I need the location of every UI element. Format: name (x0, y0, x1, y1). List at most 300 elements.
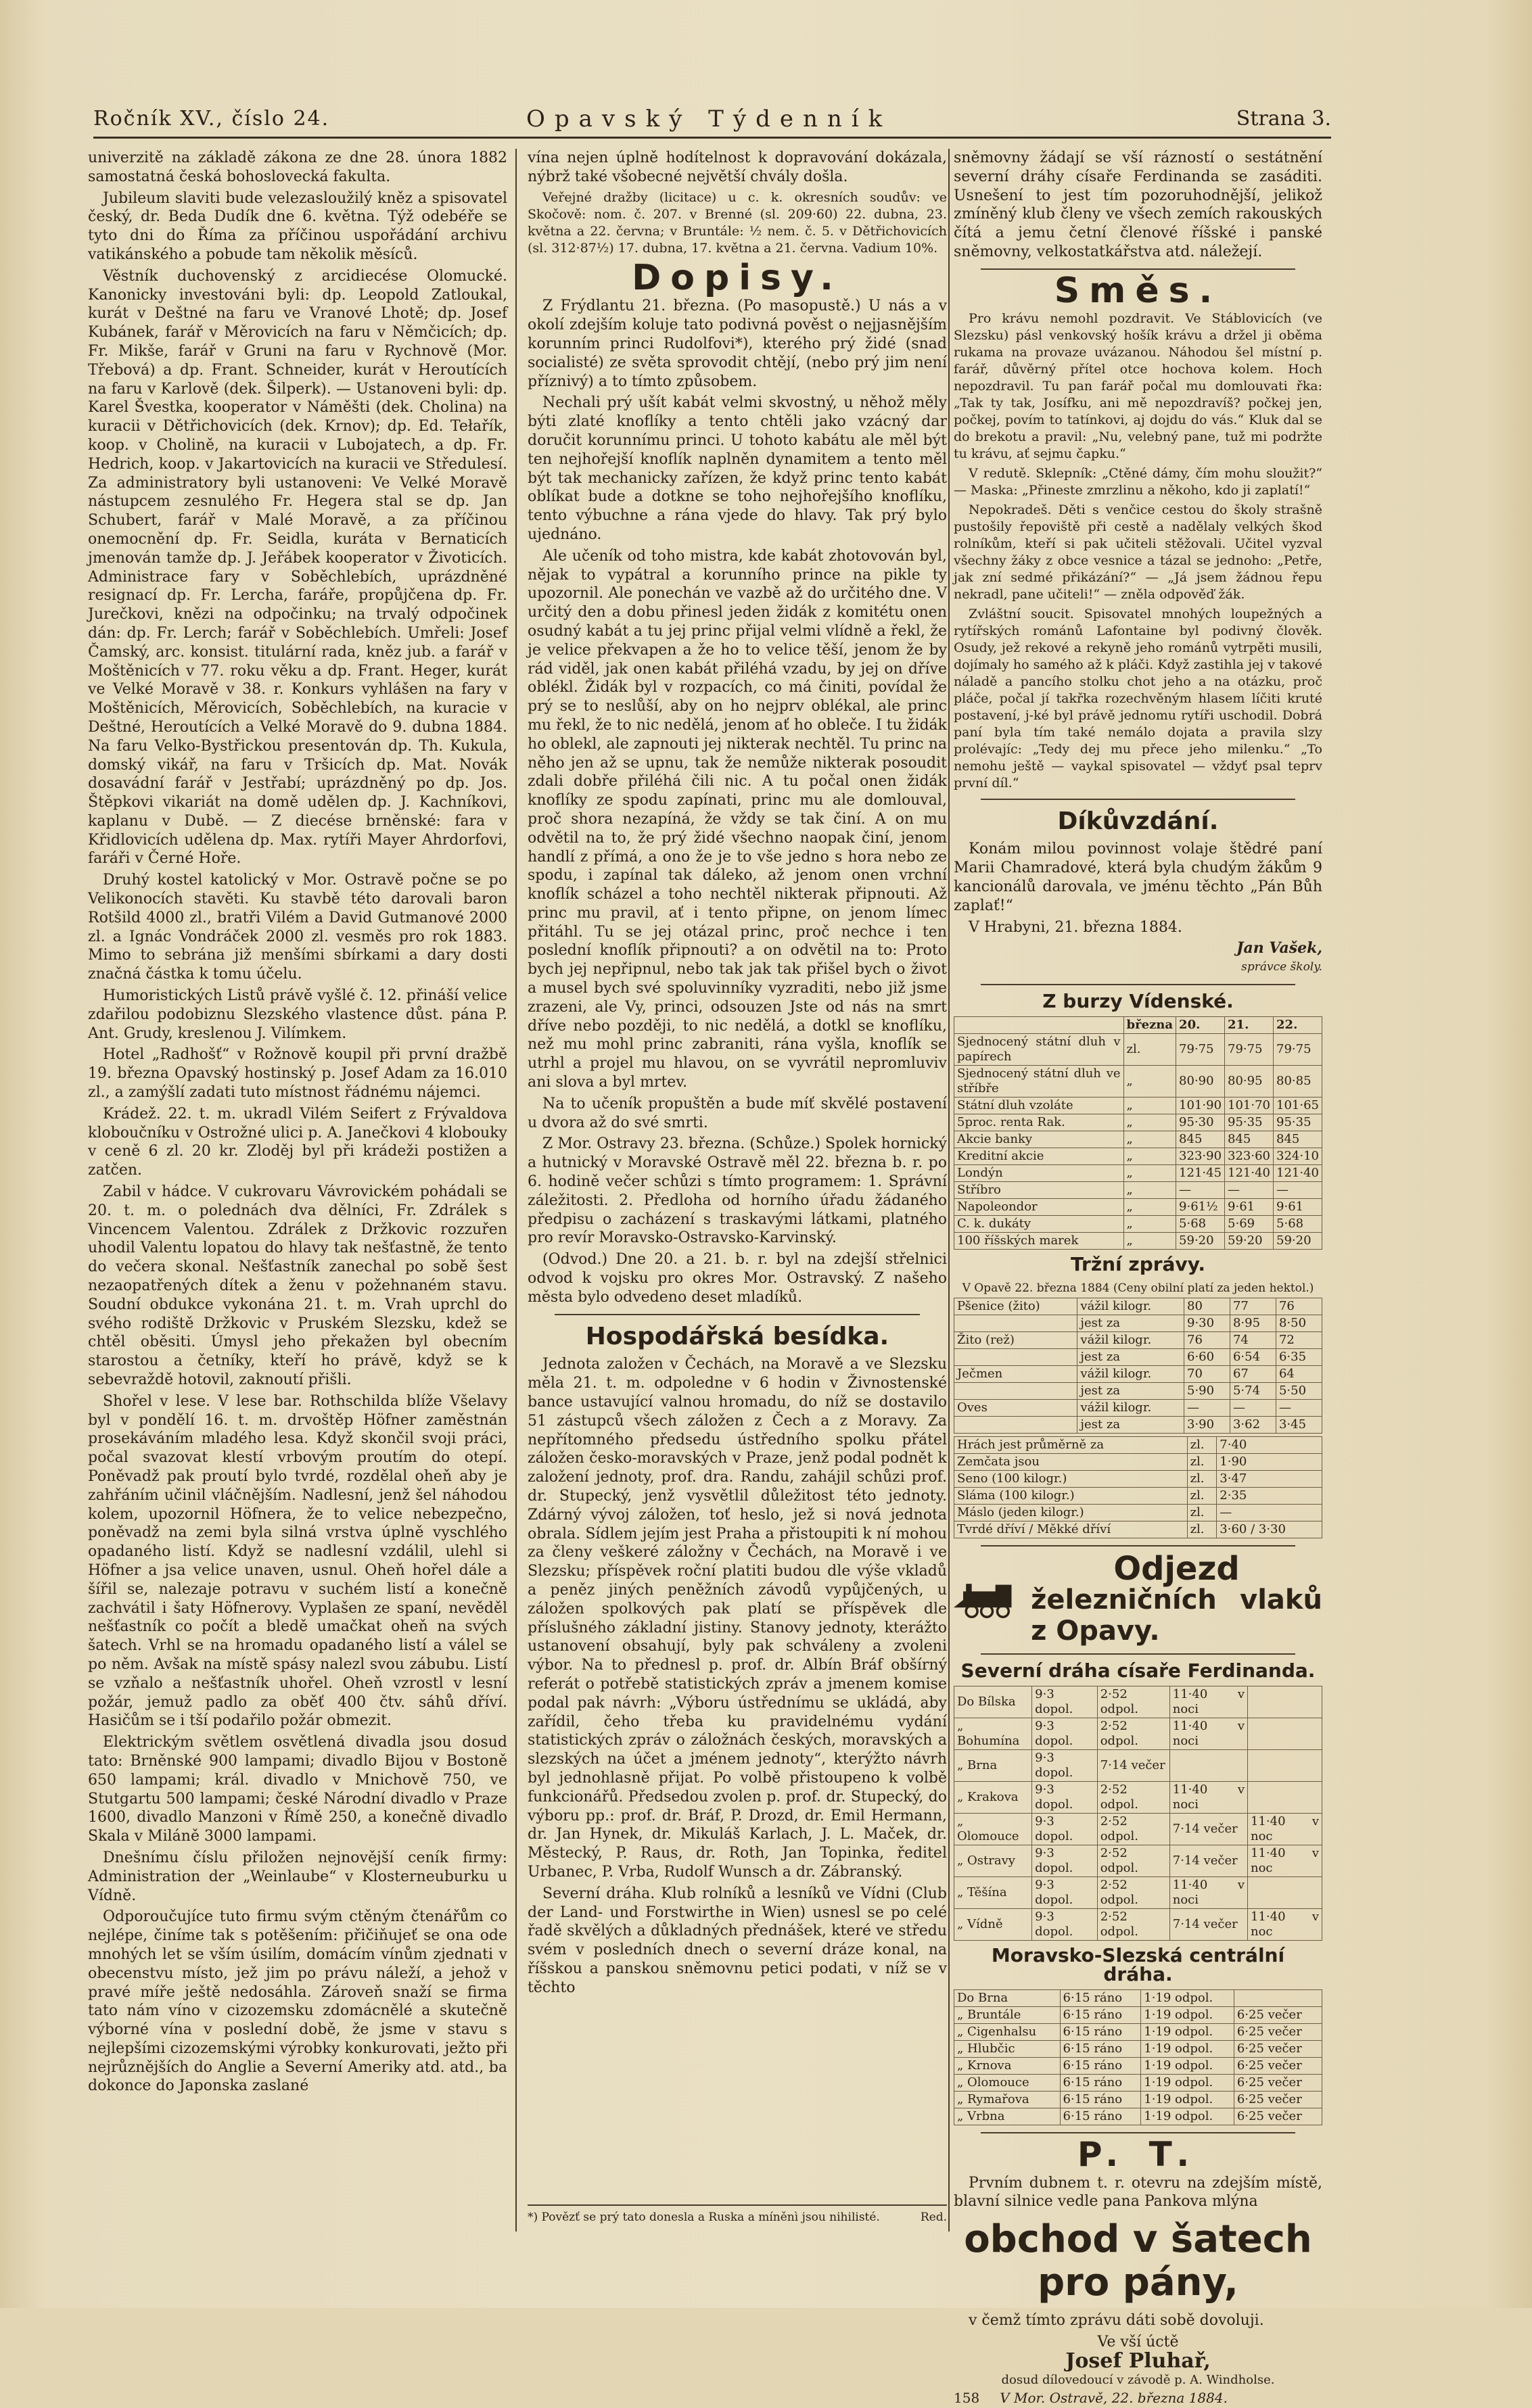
table-cell: 1·19 odpol. (1141, 2006, 1234, 2023)
table-cell: jest za (1077, 1417, 1184, 1434)
table-cell: 6·15 ráno (1060, 2074, 1141, 2091)
table-cell: Tvrdé dříví / Měkké dříví (954, 1521, 1188, 1538)
market-row (954, 1400, 1322, 1417)
thanks-place: V Hrabyni, 21. března 1884. (969, 918, 1182, 936)
table-cell: zl. (1187, 1437, 1217, 1454)
divider (555, 1314, 920, 1315)
table-cell: 6·60 (1184, 1349, 1230, 1366)
table-cell: Stříbro (954, 1181, 1124, 1198)
table-cell: zl. (1187, 1505, 1217, 1521)
section-title-burza: Z burzy Vídenské. (1042, 989, 1234, 1012)
table-cell: 95·35 (1274, 1114, 1322, 1131)
table-cell (1247, 1750, 1322, 1782)
table-cell: 11·40 v noci (1169, 1718, 1247, 1750)
article-firma: Odporoučujíce tuto firmu svým ctěným čtenářům co nejlépe, činíme tak s potěšením: přičiňujeť se ona ode mnohých let se vším úsilím, domácím vínům zjednati v obecenstvu místo, jež jim po právu náleží, a jehož v pravé míře ještě nedosáhla. Zároveň snaží se firma tato nám víno v cizozemsku zdomácnělé a skutečně výborné vína v poslední době, že jsme v stavu s nejlepšími cizozemskými výrobky konkurovati, ježto při nejrůznějších do Anglie a Severní Ameriky atd. atd., ba dokonce do Japonska zaslané (88, 1908, 507, 2095)
market-extra-row (954, 1471, 1322, 1488)
table-cell: 6·25 večer (1234, 2040, 1322, 2057)
table-cell: „ Krnova (954, 2057, 1061, 2074)
table-cell: 67 (1230, 1366, 1276, 1383)
moravsko-slezska-timetable (954, 1989, 1322, 2125)
ad-ucta: Ve vší úctě (1097, 2333, 1179, 2351)
table-cell: — (1176, 1181, 1225, 1198)
timetable-row (954, 2074, 1322, 2091)
market-extra-row (954, 1488, 1322, 1505)
timetable-row (954, 2006, 1322, 2023)
table-cell: zl. (1123, 1033, 1176, 1065)
table-cell: 8·95 (1230, 1315, 1276, 1332)
table-cell: 6·25 večer (1234, 2057, 1322, 2074)
article-drazby: Veřejné dražby (licitace) u c. k. okresních soudův: ve Skočově: nom. č. 207. v Brenné (sl. 209·60) 22. dubna, 23. května a 22. června; v Bruntále: ½ nem. č. 5. v Dětřichovicích (sl. 312·87½) 17. dubna, 17. května a 21. června. Vadium 10%. (528, 189, 947, 256)
table-cell: „ Vrbna (954, 2108, 1061, 2125)
article-humoristicke-listy: Humoristických Listů právě vyšlé č. 12. přináší velice zdařilou podobiznu Slezského vlastence důst. pána P. Ant. Grudy, kreslenou J. Vilímkem. (88, 987, 507, 1042)
table-cell: 77 (1230, 1298, 1276, 1315)
table-cell: Hrách jest průměrně za (954, 1437, 1188, 1454)
column-left (88, 149, 507, 2238)
table-cell: 9·3 dopol. (1032, 1718, 1098, 1750)
ad-number: 158 (954, 2390, 980, 2407)
table-cell: 1·19 odpol. (1141, 2040, 1234, 2057)
table-cell: 6·15 ráno (1060, 2057, 1141, 2074)
article-reduta: V redutě. Sklepník: „Ctěné dámy, čím mohu sloužit?“ — Maska: „Přineste zmrzlinu a někoho, kdo ji zaplatí!“ (954, 465, 1322, 498)
divider (981, 799, 1295, 800)
departures-subtitle: železničních vlaků z Opavy. (1031, 1584, 1322, 1647)
table-cell: 3·90 (1184, 1417, 1230, 1434)
market-table (954, 1298, 1322, 1434)
table-cell: zl. (1187, 1471, 1217, 1488)
table-cell: 3·45 (1276, 1417, 1322, 1434)
table-cell: 845 (1274, 1131, 1322, 1148)
table-cell: „ Cigenhalsu (954, 2023, 1061, 2040)
table-cell: 3·47 (1217, 1471, 1322, 1488)
table-cell: 9·3 dopol. (1032, 1686, 1098, 1718)
footnote-signature: Red. (920, 2211, 947, 2224)
table-cell: „ Bohumína (954, 1718, 1032, 1750)
article-text: univerzitě na základě zákona ze dne 28. února 1882 samostatná česká bohoslovecká fakulta. (88, 149, 507, 185)
table-cell (1234, 1989, 1322, 2006)
table-cell: 5·90 (1184, 1383, 1230, 1400)
ad-text: Prvním dubnem t. r. otevru na zdejším místě, blavní silnice vedle pana Pankova mlýna (954, 2174, 1322, 2211)
table-header-row (954, 1016, 1322, 1033)
table-cell: 1·19 odpol. (1141, 2108, 1234, 2125)
table-cell: 101·65 (1274, 1097, 1322, 1114)
section-title-trzni: Tržní zprávy. (1070, 1252, 1206, 1275)
market-row (954, 1332, 1322, 1349)
table-cell: 121·40 (1274, 1164, 1322, 1181)
table-cell: 9·30 (1184, 1315, 1230, 1332)
table-cell: 2·52 odpol. (1097, 1814, 1169, 1845)
table-cell: 1·19 odpol. (1141, 2091, 1234, 2108)
table-cell: jest za (1077, 1349, 1184, 1366)
timetable-row (954, 2023, 1322, 2040)
table-cell: „ (1123, 1198, 1176, 1215)
table-cell: — (1225, 1181, 1274, 1198)
burza-row (954, 1131, 1322, 1148)
table-cell: vážil kilogr. (1077, 1332, 1184, 1349)
section-title-hospodarska: Hospodářská besídka. (585, 1322, 889, 1350)
table-cell: 79·75 (1176, 1033, 1225, 1065)
article-text: vína nejen úplně hodítelnost k dopravování dokázala, nýbrž také všobecné největší chvály došla. (528, 149, 947, 185)
table-cell: 59·20 (1274, 1232, 1322, 1249)
timetable-row (954, 1782, 1322, 1814)
table-cell: zl. (1187, 1454, 1217, 1471)
market-row (954, 1315, 1322, 1332)
article-shorel: Shořel v lese. V lese bar. Rothschilda blíže Všelavy byl v pondělí 16. t. m. drvoštěp Höfner zaměstnán prosekáváním mladého lesa. Když skončil svoji práci, počal svazovat klestí vrbovým proutím do otepí. Poněvadž pak proutí bylo tvrdé, rozdělal oheň aby je zahřáním učinil vláčnějším. Nadlesní, jenž šel náhodou kolem, upozornil Höfnera, že to velice nebezpečno, poněvadž na zemi byla silná vrstva úplně vyschlého opadaného listí. Když se nadlesní vzdálil, ulehl si Höfner a jsa velice unaven, usnul. Oheň hořel dále a šířil se, nalezaje potravu v suchém listí a konečně zachvátil i šaty Höfnerovy. Vyplašen ze spaní, nevěděl nešťastník co počít a bledě umačkat oheň na svých šatech. Vrhl se na hromadu opadaného listí a válel se po něm. Avšak na místě spásy nalezl svou zábubu. Listí se vzňalo a nešťastník uhořel. Oheň vzrostl v lesní požár, jemuž padlo za oběť 400 čtv. sáhů dříví. Hasičům se i tší podařilo požár obmezit. (88, 1392, 507, 1730)
footnote (528, 2204, 947, 2225)
table-cell: 3·62 (1230, 1417, 1276, 1434)
table-cell: 11·40 v noc (1247, 1845, 1322, 1877)
table-cell (1169, 1750, 1247, 1782)
article-jubileum: Jubileum slaviti bude velezasloužilý kněz a spisovatel český, dr. Beda Dudík dne 6. května. Týž odebéře se tyto dni do Říma za příčinou uspořádání archivu vatikánského a pobude tam několik měsíců. (88, 189, 507, 263)
article-vestnik: Věstník duchovenský z arcidiecése Olomucké. Kanonicky investováni byli: dp. Leopold Zatloukal, kurát v Deštné na faru ve Vranové Lhotě; dp. Josef Kubánek, farář v Měrovicích na faru v Němčicích; dp. Fr. Mikše, farář v Gruni na faru v Rychnově (Mor. Třebová) a dp. Frant. Schneider, kurát v Heroutících na faru v Karlově (dek. Šilperk). — Ustanoveni byli: dp. Karel Švestka, kooperator v Náměšti (dek. Cholina) na kuracii v Dětřichovicích (dek. Krnov); dp. Ed. Tełařík, koop. v Cholině, na kuracii v Lubojatech, a dp. Fr. Hedrich, koop. v Jakartovicích na kuracii ve Středulesí. Za administratory byli ustanoveni: Ve Velké Moravě nástupcem zesnulého Fr. Hegera stal se dp. Jan Schubert, farář v Malé Moravě, a za příčinou onemocnění dp. Fr. Seidla, kuráta v Bernaticích jmenován tamže dp. J. Jeřábek kooperator v Životicích. Administrace fary v Soběchlebích, uprázdněné resignací dp. Fr. Lercha, faráře, propůjčena dp. Fr. Jurečkovi, knězi na odpočinku; na trvalý odpočinek dán: dp. Fr. Lerch; farář v Soběchlebích. Umřeli: Josef Čamský, arc. konsist. titulární rada, kněz jub. a farář v Moštěnicích v 77. roku věku a dp. Frant. Heger, kurát ve Velké Moravě v 38. r. Konkurs vyhlášen na fary v Moštěnicích, Měrovicích, Soběchlebích, na kuracie v Deštné, Heroutících a Velké Moravě do 9. dubna 1884. Na faru Velko-Bystřickou presentován dp. Th. Kukula, domský vikář, na faru v Tršicích dp. Mat. Novák dosavádní farář v Jestřabí; uprázdněný po dp. Jos. Štěpkovi vikariát na domě udělen dp. J. Kachníkovi, kaplanu v Dubě. — Z diecése brněnské: fara v Křidlovicích udělena dp. Max. rytíři Mayer Ahrdorfovi, faráři v Černé Hoře. (88, 267, 507, 868)
table-cell: „ Bruntále (954, 2006, 1061, 2023)
timetable-row (954, 2108, 1322, 2125)
table-cell: „ (1123, 1097, 1176, 1114)
table-cell: Kreditní akcie (954, 1148, 1124, 1164)
thanks-role: správce školy. (1241, 960, 1322, 974)
thanks-text: Konám milou povinnost volaje štědré paní Marii Chamradové, která byla chudým žákům 9 kancionálů darovala, ve jménu těchto „Pán Bůh zaplať!“ (954, 841, 1322, 914)
market-subtitle: V Opavě 22. března 1884 (Ceny obilní platí za jeden hektol.) (962, 1281, 1314, 1295)
ad-role: dosud dílovedoucí v závodě p. A. Windholse. (1001, 2372, 1275, 2387)
table-cell: 11·40 v noc (1247, 1909, 1322, 1941)
table-cell: „ Vídně (954, 1909, 1032, 1941)
table-cell: 101·90 (1176, 1097, 1225, 1114)
table-cell (1247, 1782, 1322, 1814)
table-cell: 80·90 (1176, 1065, 1225, 1097)
timetable-row (954, 1750, 1322, 1782)
table-cell: 6·25 večer (1234, 2091, 1322, 2108)
table-cell: 9·3 dopol. (1032, 1877, 1098, 1909)
ad-place: V Mor. Ostravě, 22. března 1884. (1000, 2390, 1228, 2407)
table-header-cell: 22. (1274, 1016, 1322, 1033)
table-cell: 95·30 (1176, 1114, 1225, 1131)
table-cell: 79·75 (1225, 1033, 1274, 1065)
article-hotel: Hotel „Radhošť“ v Rožnově koupil při první dražbě 19. března Opavský hostinský p. Josef Adam za 16.010 zl., a zamýšlí zadati tuto místnost řádnému nájemci. (88, 1046, 507, 1102)
table-cell: Zemčata jsou (954, 1454, 1188, 1471)
table-cell: zl. (1187, 1488, 1217, 1505)
table-cell: 6·15 ráno (1060, 2108, 1141, 2125)
table-cell: 5·74 (1230, 1383, 1276, 1400)
table-cell: 11·40 v noc (1247, 1814, 1322, 1845)
table-cell: 11·40 v noci (1169, 1686, 1247, 1718)
article-zabil: Zabil v hádce. V cukrovaru Vávrovickém pohádali se 20. t. m. o polednách dva dělníci, Fr. Zdrálek s Vincencem Valentou. Zdrálek z Držkovic rozzuřen uhodil Valentu lopatou do hlavy tak nešťastně, že tento do večera skonal. Nešťastník zanechal po sobě šest nezaopatřených dítek a ženu v požehnaném stavu. Soudní obdukce vykonána 21. t. m. Vrah uprchl do svého rodiště Držkovic v Pruském Slezsku, kdež se chtěl oběsiti. Úmysl jeho překažen byl obecním starostou a četníky, kteří ho právě, když se k sebevraždě hotovil, zaknoutí přišli. (88, 1183, 507, 1388)
timetable-row (954, 1686, 1322, 1718)
ad-name: Josef Pluhař, (1065, 2348, 1211, 2373)
ad-footer (954, 2389, 1322, 2408)
table-header-cell: 21. (1225, 1016, 1274, 1033)
market-extra-row (954, 1505, 1322, 1521)
article-krava: Pro krávu nemohl pozdravit. Ve Stáblovicích (ve Slezsku) pásl venkovský hošík krávu a držel ji oběma rukama na provaze uvázanou. Náhodou šel místní p. farář, důvěrný přítel otce hochova kolem. Hoch nepozdravil. Tu pan farář počal mu domlouvati řka: „Tak ty tak, Josífku, ani mě nepozdravíš? počkej jen, počkej, povím to tatínkovi, aj dojdu do vás.“ Kluk dal se do brekotu a pravil: „Nu, velebný pane, tuž mi podržte tu krávu, ať sejmu čapku.“ (954, 310, 1322, 461)
column-middle (528, 149, 947, 2238)
table-cell: C. k. dukáty (954, 1215, 1124, 1232)
table-cell: „ Krakova (954, 1782, 1032, 1814)
table-cell: 6·54 (1230, 1349, 1276, 1366)
table-cell: 9·61 (1225, 1198, 1274, 1215)
table-cell: Do Bílska (954, 1686, 1032, 1718)
table-cell: 5proc. renta Rak. (954, 1114, 1124, 1131)
table-cell: 2·52 odpol. (1097, 1718, 1169, 1750)
thanks-signature: Jan Vašek, (1236, 939, 1322, 958)
table-cell: Londýn (954, 1164, 1124, 1181)
table-cell (1247, 1718, 1322, 1750)
section-title-dopisy: Dopisy. (632, 257, 843, 298)
table-cell: 2·52 odpol. (1097, 1845, 1169, 1877)
table-cell: 1·19 odpol. (1141, 2074, 1234, 2091)
table-cell: 79·75 (1274, 1033, 1322, 1065)
page-number: Strana 3. (1236, 107, 1331, 131)
table-cell: zl. (1187, 1521, 1217, 1538)
table-cell: 1·19 odpol. (1141, 2057, 1234, 2074)
letter-ostrava: Z Mor. Ostravy 23. března. (Schůze.) Spolek hornický a hutnický v Moravské Ostravě měl 22. března b. r. po 6. hodině večer schůzi s tímto programem: 1. Správní záležitosti. 2. Předloha od horního úřadu žádaného předpisu o zacházení s traskavými látkami, platného pro revír Moravsko-Ostravsko-Karvinský. (528, 1135, 947, 1247)
table-cell: 323·90 (1176, 1148, 1225, 1164)
market-row (954, 1366, 1322, 1383)
burza-row (954, 1114, 1322, 1131)
table-cell: vážil kilogr. (1077, 1298, 1184, 1315)
divider (981, 984, 1295, 985)
table-cell: „ Olomouce (954, 1814, 1032, 1845)
table-cell: 6·15 ráno (1060, 2040, 1141, 2057)
burza-row (954, 1164, 1322, 1181)
timetable-row (954, 1909, 1322, 1941)
table-cell: „ (1123, 1114, 1176, 1131)
table-cell: 5·50 (1276, 1383, 1322, 1400)
table-cell: 9·3 dopol. (1032, 1814, 1098, 1845)
burza-row (954, 1215, 1322, 1232)
burza-row (954, 1097, 1322, 1114)
table-cell: 2·52 odpol. (1097, 1686, 1169, 1718)
table-cell (954, 1417, 1077, 1434)
table-cell: — (1276, 1400, 1322, 1417)
article-cenik: Dnešnímu číslu přiložen nejnovější ceník firmy: Administration der „Weinlaube“ v Klosterneuburku u Vídně. (88, 1849, 507, 1904)
table-cell: — (1217, 1505, 1322, 1521)
ad-text-2: v čemž tímto zprávu dáti sobě dovoluji. (969, 2312, 1264, 2330)
table-cell: Oves (954, 1400, 1077, 1417)
table-cell: Sjednocený státní dluh v papírech (954, 1033, 1124, 1065)
table-cell: 1·19 odpol. (1141, 2023, 1234, 2040)
table-cell: Žito (rež) (954, 1332, 1077, 1349)
table-cell: Pšenice (žito) (954, 1298, 1077, 1315)
burza-table (954, 1016, 1322, 1250)
section-title-smes: Směs. (1054, 270, 1222, 311)
table-cell: — (1184, 1400, 1230, 1417)
table-cell: 6·15 ráno (1060, 2023, 1141, 2040)
table-cell: 845 (1176, 1131, 1225, 1148)
column-right (954, 149, 1322, 2407)
article-jednota: Jednota založen v Čechách, na Moravě a ve Slezsku měla 21. t. m. odpoledne v 6 hodin v Živnostenské bance ustavující valnou hromadu, do níž se dostavilo 51 zástupců všech záložen z Čech a z Moravy. Za nepřítomného předsedu ústředního spolku přátel záložen česko-moravských v Praze, jenž podal podnět k založení jednoty, prof. dra. Randu, zahájil schůzi prof. dr. Stupecký, jenž vysvětlil důležitost této jednoty. Zdárný vývoj záložen, toť heslo, jež si nová jednota obrala. Sídlem jejím jest Praha a přistoupiti k ní mohou za členy veškeré záložny v Čechách, na Moravě i ve Slezsku; příspěvek roční platiti budou dle výše vkladů a peněz jiných peněžních závodů vypůjčených, u záložen spolkových pak platí se příspěvek dle příslušného základní jistiny. Stanovy jednoty, kterážto ustanovení obsahují, byly pak schváleny a zvoleni výbor. Na to přednesl p. prof. dr. Albín Bráf obšírný referát o potřebě statistických zpráv a jmenem komise podal pak návrh: „Výboru ústřednímu se ukládá, aby zařídil, čeho třeba ku pravidelnému vydání statistických zpráv o záložnách českých, moravských a slezských na účet a jménem jednoty“, kterýžto návrh byl jednohlasně přijat. Po volbě přistoupeno k volbě funkcionářů. Předsedou zvolen p. prof. dr. Stupecký, do výboru pp.: prof. dr. Bráf, P. Drozd, dr. Emil Hermann, dr. Jan Hynek, dr. Mikuláš Karlach, J. L. Maček, dr. Městecký, P. Raus, dr. Roth, Jan Topinka, ředitel Urbanec, P. Vrba, Rudolf Wunsch a dr. Zábranský. (528, 1356, 947, 1881)
table-cell: 80·95 (1225, 1065, 1274, 1097)
burza-row (954, 1065, 1322, 1097)
table-cell: 2·52 odpol. (1097, 1909, 1169, 1941)
table-cell: 1·90 (1217, 1454, 1322, 1471)
table-cell: 6·35 (1276, 1349, 1322, 1366)
table-cell: 9·61½ (1176, 1198, 1225, 1215)
table-cell: 121·40 (1225, 1164, 1274, 1181)
burza-row (954, 1181, 1322, 1198)
table-cell: „ Ostravy (954, 1845, 1032, 1877)
table-cell (1247, 1877, 1322, 1909)
timetable-row (954, 1814, 1322, 1845)
table-cell: 2·52 odpol. (1097, 1782, 1169, 1814)
table-cell: „ (1123, 1215, 1176, 1232)
table-cell: 324·10 (1274, 1148, 1322, 1164)
table-cell: 11·40 v noci (1169, 1782, 1247, 1814)
table-cell: „ Olomouce (954, 2074, 1061, 2091)
table-cell: „ (1123, 1131, 1176, 1148)
timetable-row (954, 2040, 1322, 2057)
table-cell: Seno (100 kilogr.) (954, 1471, 1188, 1488)
divider (981, 2132, 1295, 2133)
table-cell: 101·70 (1225, 1097, 1274, 1114)
article-nepokrades: Nepokradeš. Děti s venčice cestou do školy strašně pustošily řepoviště při cestě a nadělaly velkých škod rolníkům, kteří si pak učiteli stěžovali. Učitel vyzval všechny žáky z obce vesnice a tázal se jednoho: „Petře, jak zní sedmé přikázání?“ — „Já jsem žádnou řepu nekradl, pane učiteli!“ — zněla odpověď žák. (954, 502, 1322, 602)
table-cell: 8·50 (1276, 1315, 1322, 1332)
departures-title: Odjezd (1113, 1550, 1240, 1588)
table-cell: 9·61 (1274, 1198, 1322, 1215)
table-cell: 9·3 dopol. (1032, 1845, 1098, 1877)
table-cell (954, 1315, 1077, 1332)
article-text: sněmovny žádají se vší rázností o sestátnění severní dráhy císaře Ferdinanda se zasáditi. Usnešení to jest tím pozoruhodnější, jelikož zmíněný klub členy ve všech zemích rakouských čítá a jemu četní členové říšské i panské sněmovny, velkostatkářstva atd. náležejí. (954, 149, 1322, 260)
table-header-cell: 20. (1176, 1016, 1225, 1033)
timetable-row (954, 2091, 1322, 2108)
table-cell: 95·35 (1225, 1114, 1274, 1131)
table-cell: „ Hlubčic (954, 2040, 1061, 2057)
table-cell: 5·69 (1225, 1215, 1274, 1232)
market-extra-row (954, 1437, 1322, 1454)
table-cell: Státní dluh vzoláte (954, 1097, 1124, 1114)
column-divider (948, 149, 950, 2232)
table-cell: 9·3 dopol. (1032, 1750, 1098, 1782)
table-cell: Ječmen (954, 1366, 1077, 1383)
footnote-text: *) Povězť se prý tato donesla a Ruska a míněnì jsou nihilisté. (528, 2211, 880, 2224)
table-cell: 845 (1225, 1131, 1274, 1148)
article-kradez: Krádež. 22. t. m. ukradl Vilém Seifert z Frývaldova kloboučníku v Ostrožné ulici p. A. Janečkovi 4 klobouky v ceně 6 zl. 20 kr. Zloděj byl při krádeži postižen a zatčen. (88, 1105, 507, 1179)
table-cell: Do Brna (954, 1989, 1061, 2006)
table-cell: 6·25 večer (1234, 2023, 1322, 2040)
letter-frydlant: Z Frýdlantu 21. března. (Po masopustě.) U nás a v okolí zdejším koluje tato podivná pověst o nejjasnějším korunním princi Rudolfovi*), kterého prý židé (snad socialisté) ze světa sprovodit chtějí, (nebo prý jim není příznivý) a to tímto způsobem. (528, 298, 947, 390)
section-title-moravsko-slezska: Moravsko-Slezská centrální dráha. (991, 1944, 1285, 1985)
table-cell: 7·14 večer (1169, 1909, 1247, 1941)
table-cell: 6·15 ráno (1060, 2006, 1141, 2023)
table-header-cell (954, 1016, 1124, 1033)
table-cell: „ (1123, 1148, 1176, 1164)
market-extra-row (954, 1454, 1322, 1471)
table-cell: 7·14 večer (1169, 1845, 1247, 1877)
table-cell: 6·25 večer (1234, 2108, 1322, 2125)
table-cell: 76 (1276, 1298, 1322, 1315)
table-cell: „ Brna (954, 1750, 1032, 1782)
table-cell: 80 (1184, 1298, 1230, 1315)
table-cell: 74 (1230, 1332, 1276, 1349)
article-soucit: Zvláštní soucit. Spisovatel mnohých loupežných a rytířských románů Lafontaine byl podivný člověk. Osudy, jež rekové a rekyně jeho románů vytrpěti musili, dojímaly ho samého až k pláči. Když zastihla jej v takové náladě a pancího stolku chot jeho a na otázku, proč pláče, počal jí takřka rozechvěným hlasem líčiti kruté postavení, j-ké byl právě jednomu rytíři uschodil. Dobrá paní byla tím také nemálo dojata a pravila slzy prolévajíc: „Tedy dej mu přece jeho milenku.“ „To nemohu ještě — vaykal spisovatel — vždyť psal teprv první díl.“ (954, 606, 1322, 790)
article-kostel: Druhý kostel katolický v Mor. Ostravě počne se po Velikonocích stavěti. Ku stavbě této darovali baron Rotšild 4000 zl., bratři Vilém a David Gutmanové 2000 zl. a Ignác Vondráček 2000 zl. vesměs pro rok 1883. Mimo to sebrána již menšími sbírkami a dary dosti značná částka k tomu účelu. (88, 872, 507, 983)
ad-title: P. T. (1077, 2134, 1199, 2174)
table-cell: „ Rymařova (954, 2091, 1061, 2108)
table-cell: „ (1123, 1232, 1176, 1249)
market-extra-table (954, 1436, 1322, 1538)
table-cell: „ (1123, 1181, 1176, 1198)
table-cell: — (1274, 1181, 1322, 1198)
burza-row (954, 1198, 1322, 1215)
market-row (954, 1417, 1322, 1434)
table-cell: Máslo (jeden kilogr.) (954, 1505, 1188, 1521)
table-cell (954, 1349, 1077, 1366)
table-cell: 7·14 večer (1169, 1814, 1247, 1845)
column-divider (515, 149, 517, 2232)
market-row (954, 1298, 1322, 1315)
timetable-row (954, 1718, 1322, 1750)
table-cell: 7·40 (1217, 1437, 1322, 1454)
masthead-title: Opavský Týdenník (526, 105, 892, 133)
burza-row (954, 1148, 1322, 1164)
table-cell: 72 (1276, 1332, 1322, 1349)
table-cell: — (1230, 1400, 1276, 1417)
section-title-severni: Severní dráha císaře Ferdinanda. (960, 1659, 1316, 1682)
timetable-row (954, 2057, 1322, 2074)
burza-row (954, 1232, 1322, 1249)
table-cell: 9·3 dopol. (1032, 1909, 1098, 1941)
table-cell: Napoleondor (954, 1198, 1124, 1215)
letter-frydlant-4: Na to učeník propuštěn a bude míť skvělé postavení u dvora až do své smrti. (528, 1095, 947, 1131)
table-cell: 2·35 (1217, 1488, 1322, 1505)
table-cell: 7·14 večer (1097, 1750, 1169, 1782)
table-header-cell: března (1123, 1016, 1176, 1033)
table-cell: „ (1123, 1164, 1176, 1181)
divider (981, 1545, 1295, 1547)
departures-banner (954, 1550, 1322, 1647)
table-cell: 11·40 v noci (1169, 1877, 1247, 1909)
table-cell: 70 (1184, 1366, 1230, 1383)
table-cell: „ Těšína (954, 1877, 1032, 1909)
divider (981, 268, 1295, 270)
market-row (954, 1383, 1322, 1400)
severni-timetable (954, 1686, 1322, 1941)
table-cell: vážil kilogr. (1077, 1366, 1184, 1383)
table-cell: 6·15 ráno (1060, 1989, 1141, 2006)
market-row (954, 1349, 1322, 1366)
timetable-row (954, 1877, 1322, 1909)
ad-headline: obchod v šatech pro pány, (964, 2217, 1312, 2305)
table-cell: vážil kilogr. (1077, 1400, 1184, 1417)
table-cell: 100 říšských marek (954, 1232, 1124, 1249)
divider (981, 1653, 1295, 1655)
table-cell: 6·25 večer (1234, 2006, 1322, 2023)
table-cell: jest za (1077, 1315, 1184, 1332)
table-cell: 3·60 / 3·30 (1217, 1521, 1322, 1538)
table-cell: 5·68 (1274, 1215, 1322, 1232)
table-cell: „ (1123, 1065, 1176, 1097)
table-cell: 5·68 (1176, 1215, 1225, 1232)
table-cell: 121·45 (1176, 1164, 1225, 1181)
table-cell (1247, 1686, 1322, 1718)
letter-frydlant-2: Nechali prý ušít kabát velmi skvostný, u něhož měly býti zlaté knoflíky a tento chtěli jako vzácný dar doručit korunnímu princi. U tohoto kabátu ale měl být ten nejhořejší knoflík naplněn dynamitem a tento měl být tak mechanicky zařízen, že když princ tento kabát oblíkat bude a dotkne se toho nejhořejšího knoflíku, tento výbuchne a rána vjede do hlavy. Tak prý bylo ujednáno. (528, 394, 947, 543)
table-cell: 6·15 ráno (1060, 2091, 1141, 2108)
table-cell: 59·20 (1176, 1232, 1225, 1249)
timetable-row (954, 1845, 1322, 1877)
table-cell: Akcie banky (954, 1131, 1124, 1148)
table-cell: 80·85 (1274, 1065, 1322, 1097)
page-header (93, 101, 1331, 139)
table-cell: 64 (1276, 1366, 1322, 1383)
table-cell (954, 1383, 1077, 1400)
table-cell: 2·52 odpol. (1097, 1877, 1169, 1909)
table-cell: Sláma (100 kilogr.) (954, 1488, 1188, 1505)
table-cell: 323·60 (1225, 1148, 1274, 1164)
table-cell: 9·3 dopol. (1032, 1782, 1098, 1814)
table-cell: Sjednocený státní dluh ve stříbře (954, 1065, 1124, 1097)
article-severni-draha: Severní dráha. Klub rolníků a lesníků ve Vídni (Club der Land- und Forstwirthe in Wien) usnesl se po celé řadě skvělých a důkladných přednášek, které ve středu svém v posledních dnech o severní dráze konal, na říšskou a panskou sněmovnu petici podati, v níž se v těchto (528, 1885, 947, 1996)
letter-frydlant-3: Ale učeník od toho mistra, kde kabát zhotovován byl, nějak to vypátral a korunního prince na pikle ty upozornil. Ale ponechán ve vazbě až do určitého dne. V určitý den a dobu přinesl jeden židák z komitétu onen osudný kabát a tu jej princ přijal velmi vlídně a řekl, že je velice překvapen a že ho to velice těší, jenom že by rád viděl, jak onen kabát přiléhá vzadu, by jej on dříve oblékl. Židák byl v rozpacích, co má činiti, povídal že prý se to neslůší, aby on ho nejprv oblékal, ale princ mu řekl, že to nic nedělá, jenom ať ho obleče. I tu židák ho oblekl, ale zapnouti jej nikterak nechtěl. Tu princ na něho jen až se upnu, tak že nemůže nikterak posoudit zdali dobře přiléhá čili nic. A tu počal onen židák knoflíky ze spodu zapínati, princ mu ale domlouval, proč shora nezapíná, že vždy se tak činí. A on mu odvětil na to, že prý židé všechno naopak činí, jenom handlí z přímá, a ono že je to vše jedno s hora nebo ze spodu, i zapínal tak dáleko, až jenom onen vrchní knoflík scházel a toho nechtěl nikterak připnouti. Až princ mu pravil, ať i tento připne, on jenom límec přitáhl. Tu se jej otázal princ, proč nechce i ten poslední knoflík připnouti? a on odvětil na to: Proto bych jej nepřipnul, nebo tak jak tak přišel bych o život a musel bych své spoluvinníky vyzraditi, nebo již jsme zrazeni, ale Vy, princi, odsouzen Jste od nás na smrt dříve nebo později, to nic nedělá, a dotkl se knoflíku, než mu mohl princ zabraniti, rána vyšla, knoflík se utrhl a projel mu hlavou, on se vyvrátil nepromluviv ani slova a byl mrtev. (528, 547, 947, 1091)
locomotive-icon (954, 1573, 1020, 1627)
table-cell: 59·20 (1225, 1232, 1274, 1249)
letter-odvod: (Odvod.) Dne 20. a 21. b. r. byl na zdejší střelnici odvod k vojsku pro okres Mor. Ostravský. Z našeho města bylo odvedeno deset mladíků. (528, 1251, 947, 1306)
